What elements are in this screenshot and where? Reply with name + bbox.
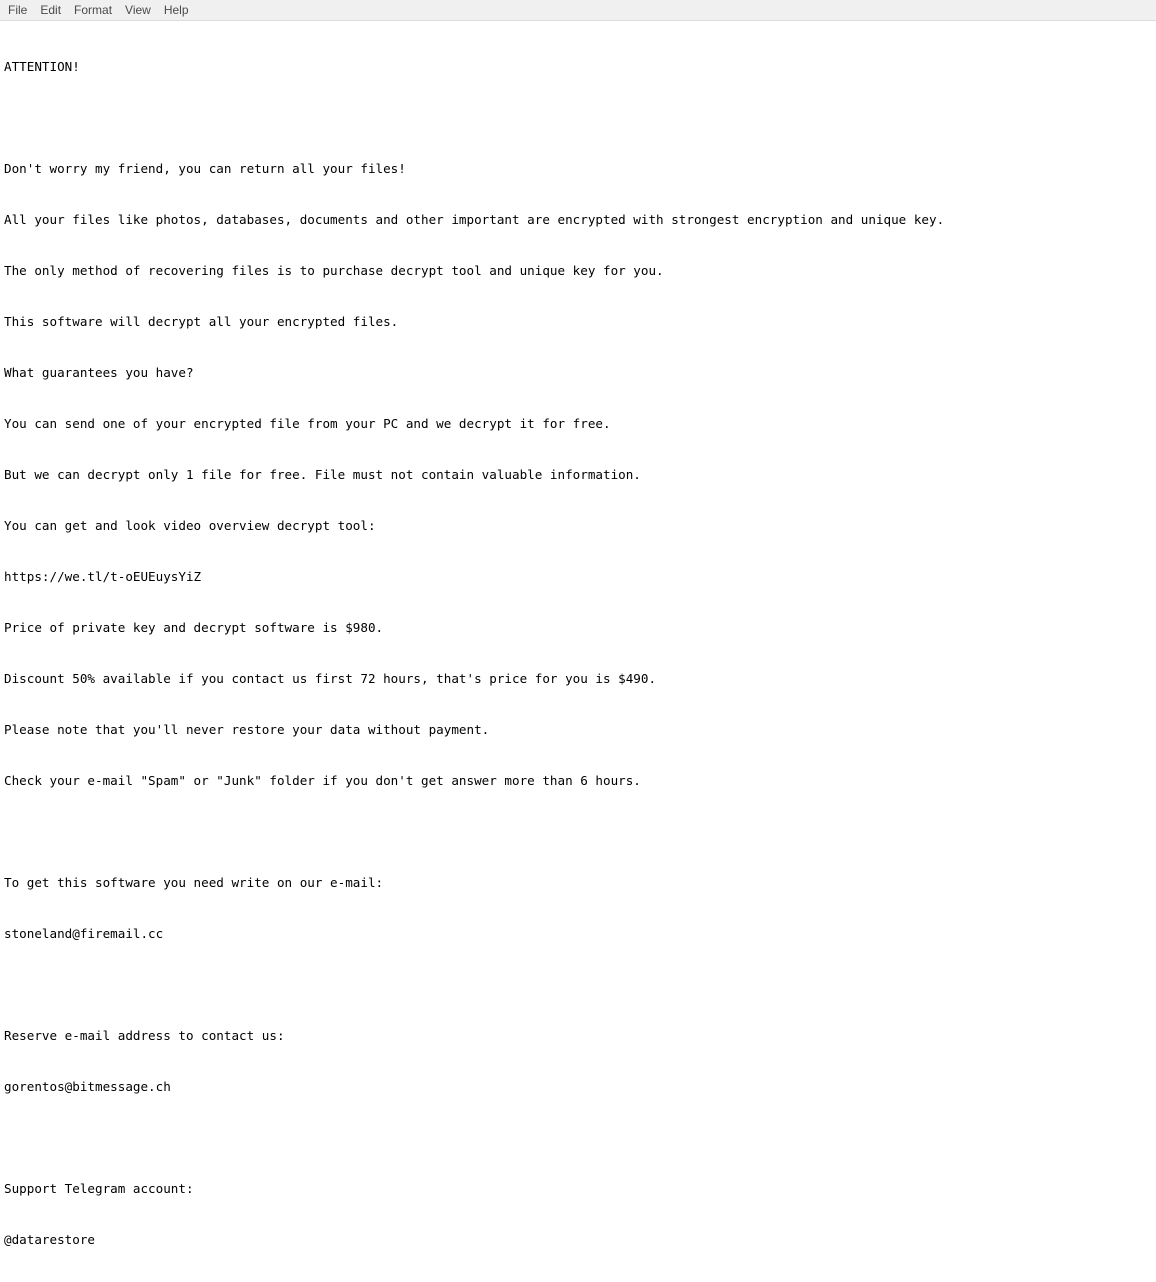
- text-line: [4, 976, 1156, 993]
- text-line: The only method of recovering files is to purchase decrypt tool and unique key for you.: [4, 263, 664, 278]
- text-line: Support Telegram account:: [4, 1181, 194, 1196]
- text-line: This software will decrypt all your encrypted files.: [4, 314, 399, 329]
- menu-format[interactable]: Format: [74, 2, 113, 17]
- text-editor-area[interactable]: [0, 21, 1156, 1282]
- text-line: Discount 50% available if you contact us first 72 hours, that's price for you is $490.: [4, 671, 657, 686]
- text-line-url: https://we.tl/t-oEUEuysYiZ: [4, 569, 202, 584]
- text-line: To get this software you need write on our e-mail:: [4, 875, 384, 890]
- menu-help[interactable]: Help: [163, 2, 189, 17]
- text-line: You can send one of your encrypted file from your PC and we decrypt it for free.: [4, 416, 611, 431]
- menu-file[interactable]: File: [8, 2, 28, 17]
- menu-bar: [0, 0, 1156, 21]
- menu-view[interactable]: View: [125, 2, 151, 17]
- text-line-email-reserve: gorentos@bitmessage.ch: [4, 1079, 171, 1094]
- text-line: All your files like photos, databases, documents and other important are encrypted with strongest encryption and unique key.: [4, 212, 945, 227]
- text-line: [4, 109, 1156, 126]
- text-line-telegram: @datarestore: [4, 1232, 95, 1247]
- text-line: Reserve e-mail address to contact us:: [4, 1028, 285, 1043]
- text-line: [4, 1129, 1156, 1146]
- text-line: Check your e-mail "Spam" or "Junk" folder if you don't get answer more than 6 hours.: [4, 773, 641, 788]
- text-line: But we can decrypt only 1 file for free. File must not contain valuable information.: [4, 467, 641, 482]
- ransom-note-text[interactable]: [4, 24, 1156, 1282]
- text-line: What guarantees you have?: [4, 365, 194, 380]
- text-line-email-primary: stoneland@firemail.cc: [4, 926, 164, 941]
- text-line: You can get and look video overview decrypt tool:: [4, 518, 376, 533]
- text-line: Price of private key and decrypt software is $980.: [4, 620, 384, 635]
- text-line: Please note that you'll never restore your data without payment.: [4, 722, 490, 737]
- text-line: Don't worry my friend, you can return all your files!: [4, 161, 406, 176]
- menu-edit[interactable]: Edit: [40, 2, 62, 17]
- text-line: [4, 823, 1156, 840]
- text-line: ATTENTION!: [4, 59, 80, 74]
